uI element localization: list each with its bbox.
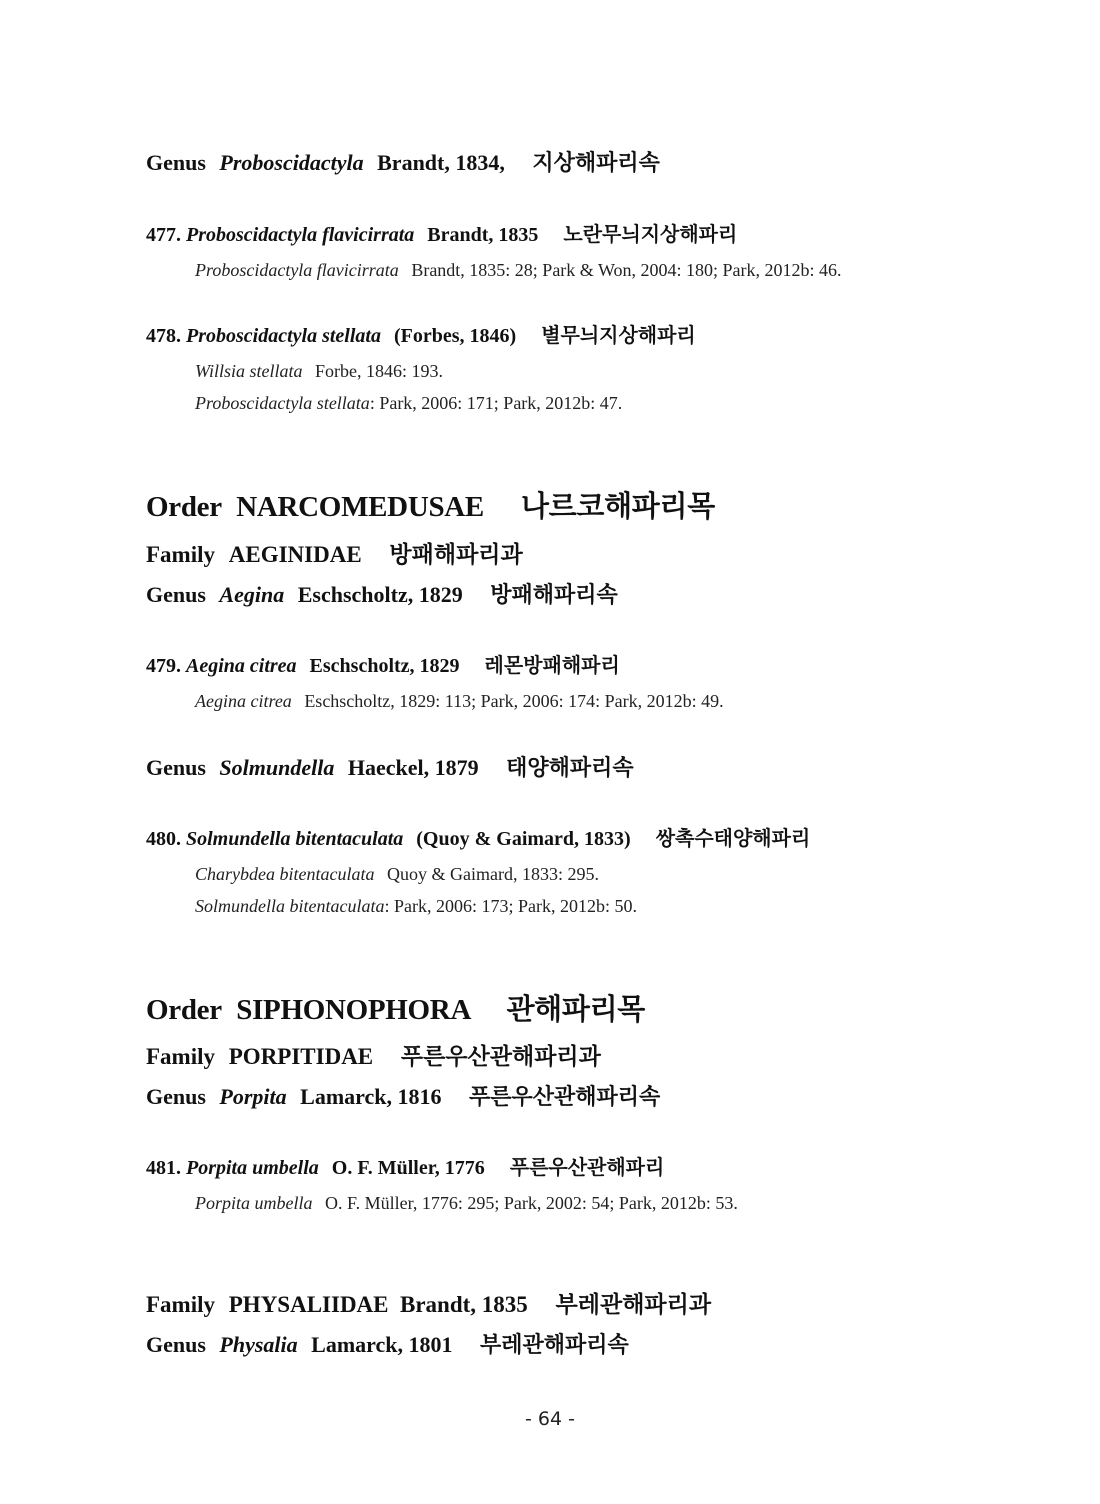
rank-label: Family: [146, 1292, 215, 1317]
taxon-name: Aegina citrea: [186, 655, 297, 677]
korean-name: 레몬방패해파리: [484, 653, 620, 677]
synonym-line: [195, 1194, 738, 1212]
genus-heading-aegina: [146, 584, 618, 607]
authority: Eschscholtz, 1829: [309, 655, 460, 677]
species-entry-478: [146, 325, 696, 346]
taxon-name: SIPHONOPHORA: [236, 994, 470, 1026]
synonym-line: [195, 394, 622, 412]
family-heading-physaliidae: [146, 1293, 711, 1317]
species-entry-481: [146, 1157, 664, 1178]
synonym-reference: Eschscholtz, 1829: 113; Park, 2006: 174: Park, 2012b: 49.: [304, 691, 724, 711]
synonym-name: Proboscidactyla flavicirrata: [195, 260, 399, 280]
authority: Brandt, 1835: [427, 224, 539, 246]
synonym-line: [195, 362, 443, 380]
rank-label: Genus: [146, 582, 206, 607]
species-number: 477.: [146, 224, 181, 246]
synonym-reference: : Park, 2006: 171; Park, 2012b: 47.: [369, 393, 623, 413]
family-heading-aeginidae: [146, 543, 523, 567]
authority: O. F. Müller, 1776: [331, 1157, 485, 1179]
synonym-reference: O. F. Müller, 1776: 295; Park, 2002: 54; Park, 2012b: 53.: [325, 1193, 738, 1213]
taxon-name: Solmundella bitentaculata: [186, 828, 404, 850]
korean-name: 관해파리목: [506, 992, 646, 1026]
genus-heading-physalia: [146, 1334, 629, 1357]
taxon-name: Proboscidactyla: [219, 150, 364, 175]
genus-heading-porpita: [146, 1086, 660, 1109]
rank-label: Genus: [146, 1084, 206, 1109]
taxon-name: AEGINIDAE: [228, 542, 362, 567]
synonym-name: Aegina citrea: [195, 691, 292, 711]
synonym-name: Proboscidactyla stellata: [195, 393, 370, 413]
order-heading-siphonophora: [146, 992, 646, 1026]
korean-name: 방패해파리과: [389, 542, 523, 568]
species-entry-479: [146, 655, 620, 676]
rank-label: Order: [146, 994, 222, 1026]
species-number: 478.: [146, 325, 181, 347]
synonym-name: Porpita umbella: [195, 1193, 313, 1213]
korean-name: 푸른우산관해파리: [509, 1155, 665, 1179]
authority: Lamarck, 1816: [300, 1084, 442, 1109]
taxon-name: PHYSALIIDAE Brandt, 1835: [228, 1292, 528, 1317]
taxon-name: Physalia: [219, 1332, 298, 1357]
species-number: 480.: [146, 828, 181, 850]
synonym-line: [195, 692, 724, 710]
page-number: - 64 -: [525, 1408, 575, 1430]
synonym-reference: : Park, 2006: 173; Park, 2012b: 50.: [384, 896, 637, 916]
family-heading-porpitidae: [146, 1045, 601, 1069]
species-entry-477: [146, 224, 737, 245]
species-number: 481.: [146, 1157, 181, 1179]
synonym-line: [195, 865, 599, 883]
authority: Eschscholtz, 1829: [297, 582, 463, 607]
rank-label: Family: [146, 542, 215, 567]
taxon-name: Porpita umbella: [186, 1157, 319, 1179]
synonym-name: Charybdea bitentaculata: [195, 864, 375, 884]
korean-name: 부레관해파리속: [480, 1333, 629, 1358]
synonym-line: [195, 897, 637, 915]
species-entry-480: [146, 828, 810, 849]
korean-name: 별무늬지상해파리: [541, 323, 696, 347]
authority: Haeckel, 1879: [347, 755, 479, 780]
genus-heading-solmundella: [146, 757, 634, 780]
taxon-name: Solmundella: [219, 755, 335, 780]
rank-label: Genus: [146, 755, 206, 780]
rank-label: Order: [146, 491, 222, 523]
korean-name: 태양해파리속: [506, 756, 634, 781]
species-number: 479.: [146, 655, 181, 677]
korean-name: 노란무늬지상해파리: [563, 222, 738, 246]
korean-name: 나르코해파리목: [520, 489, 715, 523]
taxon-name: Proboscidactyla stellata: [186, 325, 381, 347]
authority: Brandt, 1834,: [377, 150, 505, 175]
authority: Lamarck, 1801: [311, 1332, 453, 1357]
korean-name: 부레관해파리과: [555, 1292, 712, 1318]
synonym-name: Willsia stellata: [195, 361, 303, 381]
rank-label: Family: [146, 1044, 215, 1069]
rank-label: Genus: [146, 150, 206, 175]
korean-name: 지상해파리속: [532, 151, 660, 176]
taxon-name: Porpita: [219, 1084, 287, 1109]
synonym-line: [195, 261, 842, 279]
synonym-name: Solmundella bitentaculata: [195, 896, 385, 916]
authority: (Forbes, 1846): [393, 325, 517, 347]
taxon-name: PORPITIDAE: [228, 1044, 374, 1069]
genus-heading-proboscidactyla: [146, 152, 660, 175]
authority: (Quoy & Gaimard, 1833): [416, 828, 631, 850]
taxon-name: Aegina: [219, 582, 285, 607]
order-heading-narcomedusae: [146, 489, 715, 523]
synonym-reference: Quoy & Gaimard, 1833: 295.: [386, 864, 599, 884]
taxon-name: NARCOMEDUSAE: [236, 491, 484, 523]
synonym-reference: Brandt, 1835: 28; Park & Won, 2004: 180; Park, 2012b: 46.: [411, 260, 842, 280]
korean-name: 푸른우산관해파리속: [469, 1085, 661, 1110]
rank-label: Genus: [146, 1332, 206, 1357]
synonym-reference: Forbe, 1846: 193.: [315, 361, 444, 381]
korean-name: 방패해파리속: [490, 583, 618, 608]
taxon-name: Proboscidactyla flavicirrata: [186, 224, 415, 246]
korean-name: 쌍촉수태양해파리: [655, 826, 811, 850]
korean-name: 푸른우산관해파리과: [400, 1044, 601, 1070]
